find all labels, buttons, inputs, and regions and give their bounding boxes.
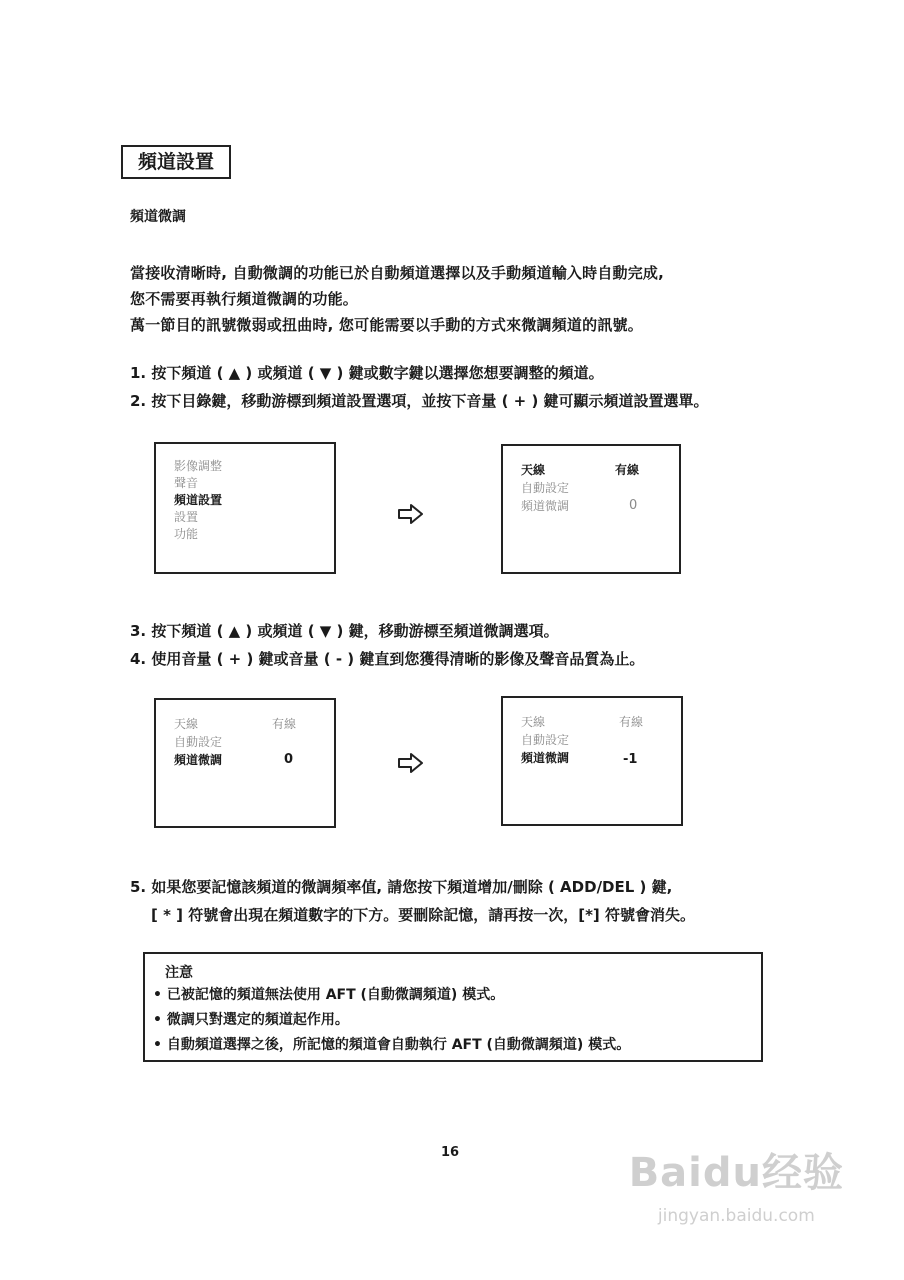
- step-2: 2. 按下目錄鍵，移動游標到頻道設置選項，並按下音量 ( + ) 鍵可顯示頻道設置選單。: [130, 392, 709, 410]
- antenna-value: 有線: [619, 715, 644, 729]
- menu-item-sound: 聲音: [174, 476, 199, 490]
- step-4: 4. 使用音量 ( + ) 鍵或音量 ( - ) 鍵直到您獲得清晰的影像及聲音品質為止。: [130, 650, 645, 668]
- note-item: • 已被記憶的頻道無法使用 AFT (自動微調頻道) 模式。: [153, 987, 505, 1003]
- menu-item-setup: 設置: [174, 510, 199, 524]
- antenna-label: 天線: [174, 717, 199, 731]
- antenna-label: 天線: [521, 463, 546, 477]
- step-3: 3. 按下頻道 ( ▲ ) 或頻道 ( ▼ ) 鍵，移動游標至頻道微調選項。: [130, 622, 559, 640]
- auto-setup-label: 自動設定: [521, 481, 570, 495]
- menu-screen-fine-tune-after: [501, 696, 683, 826]
- intro-line-3: 萬一節目的訊號微弱或扭曲時, 您可能需要以手動的方式來微調頻道的訊號。: [130, 316, 643, 334]
- menu-screen-fine-tune-before: [154, 698, 336, 828]
- menu-screen-channel-setup: [501, 444, 681, 574]
- note-title: 注意: [165, 965, 193, 981]
- right-arrow-icon: [398, 503, 424, 525]
- watermark-url: jingyan.baidu.com: [657, 1206, 815, 1226]
- antenna-label: 天線: [521, 715, 546, 729]
- page-number: 16: [441, 1145, 460, 1160]
- step-5-line-1: 5. 如果您要記憶該頻道的微調頻率值, 請您按下頻道增加/刪除 ( ADD/DEL ) 鍵,: [130, 878, 673, 896]
- section-title: 頻道微調: [130, 209, 186, 225]
- antenna-value: 有線: [272, 717, 297, 731]
- fine-tune-label: 頻道微調: [521, 499, 570, 513]
- menu-item-channel: 頻道設置: [174, 493, 223, 507]
- watermark: [629, 1150, 844, 1226]
- menu-screen-main: [154, 442, 336, 574]
- step-5-line-2: [ * ] 符號會出現在頻道數字的下方。要刪除記憶，請再按一次，[*] 符號會消失。: [151, 906, 696, 924]
- menu-item-function: 功能: [174, 527, 199, 541]
- page-title: 頻道設置: [121, 145, 231, 179]
- auto-setup-label: 自動設定: [174, 735, 223, 749]
- note-box: [143, 952, 763, 1062]
- fine-tune-label: 頻道微調: [174, 753, 223, 767]
- auto-setup-label: 自動設定: [521, 733, 570, 747]
- right-arrow-icon: [398, 752, 424, 774]
- fine-tune-value: -1: [623, 752, 638, 767]
- fine-tune-value: 0: [284, 752, 294, 767]
- antenna-value: 有線: [615, 463, 640, 477]
- intro-line-2: 您不需要再執行頻道微調的功能。: [130, 290, 359, 308]
- intro-line-1: 當接收清晰時, 自動微調的功能已於自動頻道選擇以及手動頻道輸入時自動完成,: [130, 264, 665, 282]
- note-item: • 自動頻道選擇之後，所記憶的頻道會自動執行 AFT (自動微調頻道) 模式。: [153, 1037, 631, 1053]
- fine-tune-label: 頻道微調: [521, 751, 570, 765]
- note-item: • 微調只對選定的頻道起作用。: [153, 1012, 349, 1028]
- step-1: 1. 按下頻道 ( ▲ ) 或頻道 ( ▼ ) 鍵或數字鍵以選擇您想要調整的頻道。: [130, 364, 604, 382]
- fine-tune-value: 0: [629, 498, 638, 513]
- watermark-logo: Baidu经验: [628, 1150, 844, 1196]
- menu-item-picture: 影像調整: [174, 459, 223, 473]
